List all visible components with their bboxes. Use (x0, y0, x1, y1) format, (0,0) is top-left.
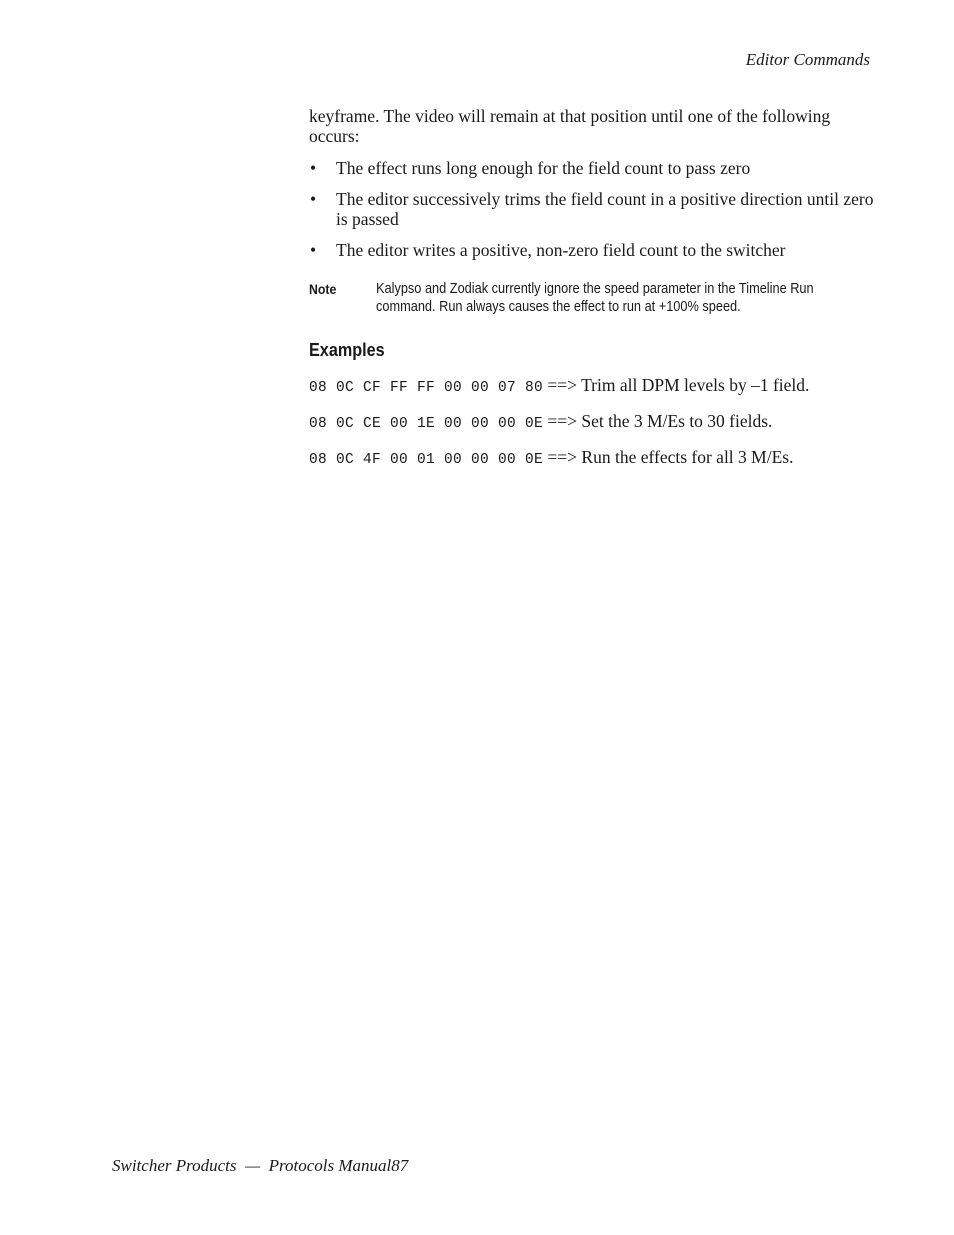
bullet-text: The effect runs long enough for the field count to pass zero (336, 158, 751, 178)
example-code: 08 0C CE 00 1E 00 00 00 0E (309, 416, 544, 432)
list-item (309, 189, 874, 229)
bullet-text: The editor successively trims the field count in a positive direction until zero is passed (336, 189, 874, 229)
bullet-list (309, 158, 874, 260)
bullet-icon: • (310, 240, 317, 260)
list-item (309, 240, 874, 260)
list-item (309, 158, 874, 178)
example-code: 08 0C CF FF FF 00 00 07 80 (309, 380, 544, 396)
example-row (309, 411, 874, 435)
examples-list (309, 375, 874, 471)
bullet-icon: • (310, 158, 317, 178)
bullet-icon: • (310, 189, 317, 209)
example-description: ==> Run the effects for all 3 M/Es. (547, 447, 794, 467)
running-head: Editor Commands (745, 50, 870, 69)
main-content (309, 106, 874, 471)
note-label: Note (309, 281, 337, 297)
note-block (309, 280, 874, 316)
bullet-text: The editor writes a positive, non-zero field count to the switcher (336, 240, 786, 260)
example-description: ==> Trim all DPM levels by –1 field. (547, 375, 810, 395)
example-description: ==> Set the 3 M/Es to 30 fields. (547, 411, 773, 431)
intro-paragraph: keyframe. The video will remain at that position until one of the following occurs: (309, 106, 831, 146)
examples-heading: Examples (309, 340, 385, 360)
note-text: Kalypso and Zodiak currently ignore the speed parameter in the Timeline Run command. Run always causes the effect to run at +100% speed. (376, 281, 814, 315)
page-footer: Switcher Products — Protocols Manual87 (112, 1156, 409, 1175)
example-code: 08 0C 4F 00 01 00 00 00 0E (309, 452, 544, 468)
example-row (309, 375, 874, 399)
example-row (309, 447, 874, 471)
